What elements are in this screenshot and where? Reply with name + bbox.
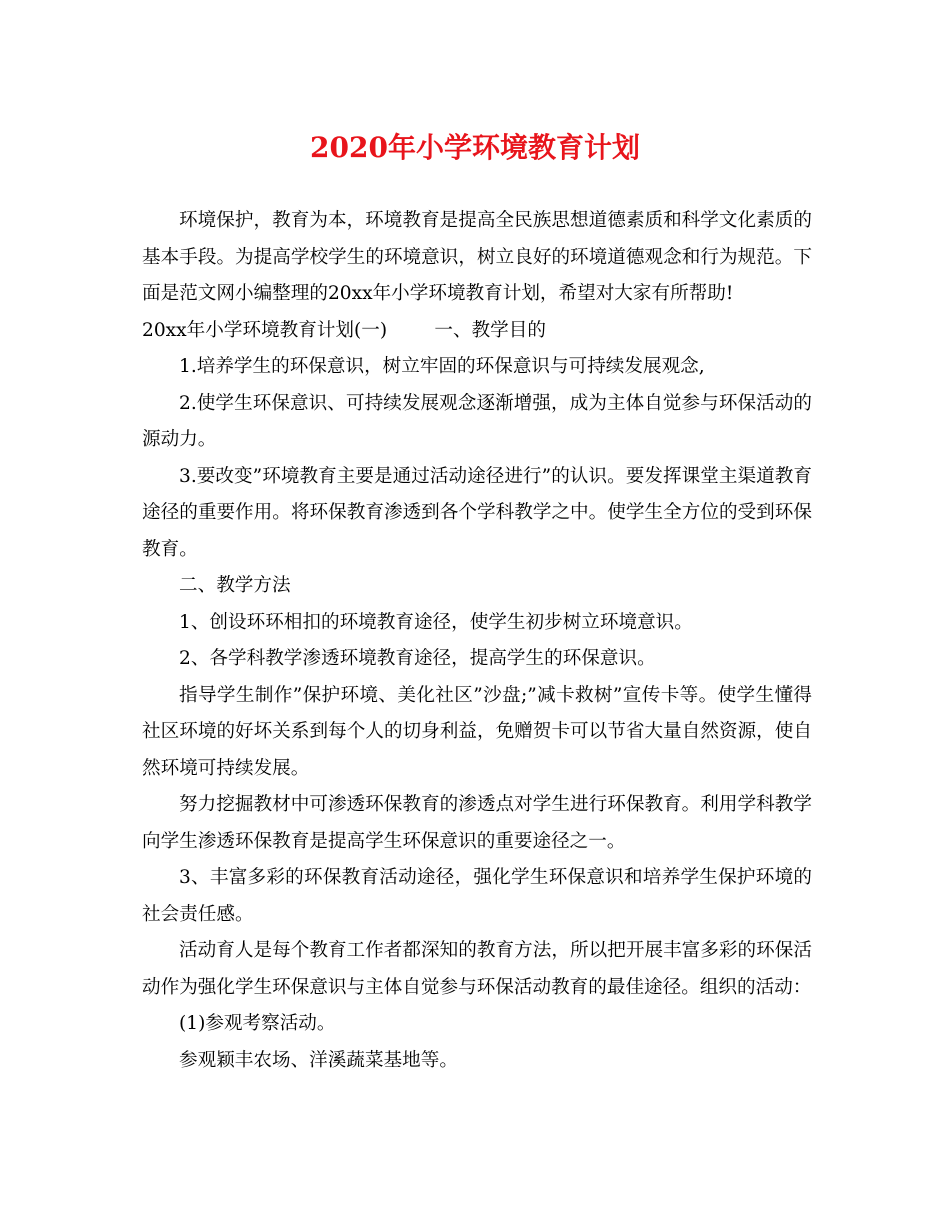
list-item-method-3: 3、丰富多彩的环保教育活动途径，强化学生环保意识和培养学生保护环境的社会责任感。	[142, 867, 812, 925]
list-item-method-1: 1、创设环环相扣的环境教育途径，使学生初步树立环境意识。	[179, 611, 693, 633]
document-title: 2020年小学环境教育计划	[310, 131, 640, 164]
paragraph-intro: 环境保护，教育为本，环境教育是提高全民族思想道德素质和科学文化素质的基本手段。为提高学校学生的环境意识，树立良好的环境道德观念和行为规范。下面是范文网小编整理的20xx年小学环境教育计划，希望对大家有所帮助!	[142, 210, 812, 304]
list-item-goal-1: 1.培养学生的环保意识，树立牢固的环保意识与可持续发展观念,	[179, 356, 705, 377]
paragraph-textbook: 努力挖掘教材中可渗透环保教育的渗透点对学生进行环保教育。利用学科教学向学生渗透环保教育是提高学生环保意识的重要途径之一。	[142, 794, 812, 852]
list-item-activity-1: (1)参观考察活动。	[179, 1013, 336, 1034]
paragraph-visit: 参观颖丰农场、洋溪蔬菜基地等。	[179, 1049, 458, 1071]
section-heading-plan-one: 20xx年小学环境教育计划(一) 一、教学目的	[142, 319, 546, 341]
paragraph-guidance: 指导学生制作”保护环境、美化社区”沙盘;”减卡救树”宣传卡等。使学生懂得社区环境的好坏关系到每个人的切身利益，免赠贺卡可以节省大量自然资源，使自然环境可持续发展。	[142, 684, 812, 779]
list-item-goal-3: 3.要改变”环境教育主要是通过活动途径进行”的认识。要发挥课堂主渠道教育途径的重要作用。将环保教育渗透到各个学科教学之中。使学生全方位的受到环保教育。	[142, 465, 812, 560]
list-item-method-2: 2、各学科教学渗透环境教育途径，提高学生的环保意识。	[179, 648, 656, 669]
document-body	[142, 203, 812, 1079]
paragraph-activities: 活动育人是每个教育工作者都深知的教育方法，所以把开展丰富多彩的环保活动作为强化学生环保意识与主体自觉参与环保活动教育的最佳途径。组织的活动：	[142, 940, 812, 998]
section-heading-methods: 二、教学方法	[179, 575, 291, 596]
list-item-goal-2: 2.使学生环保意识、可持续发展观念逐渐增强，成为主体自觉参与环保活动的源动力。	[142, 392, 812, 450]
